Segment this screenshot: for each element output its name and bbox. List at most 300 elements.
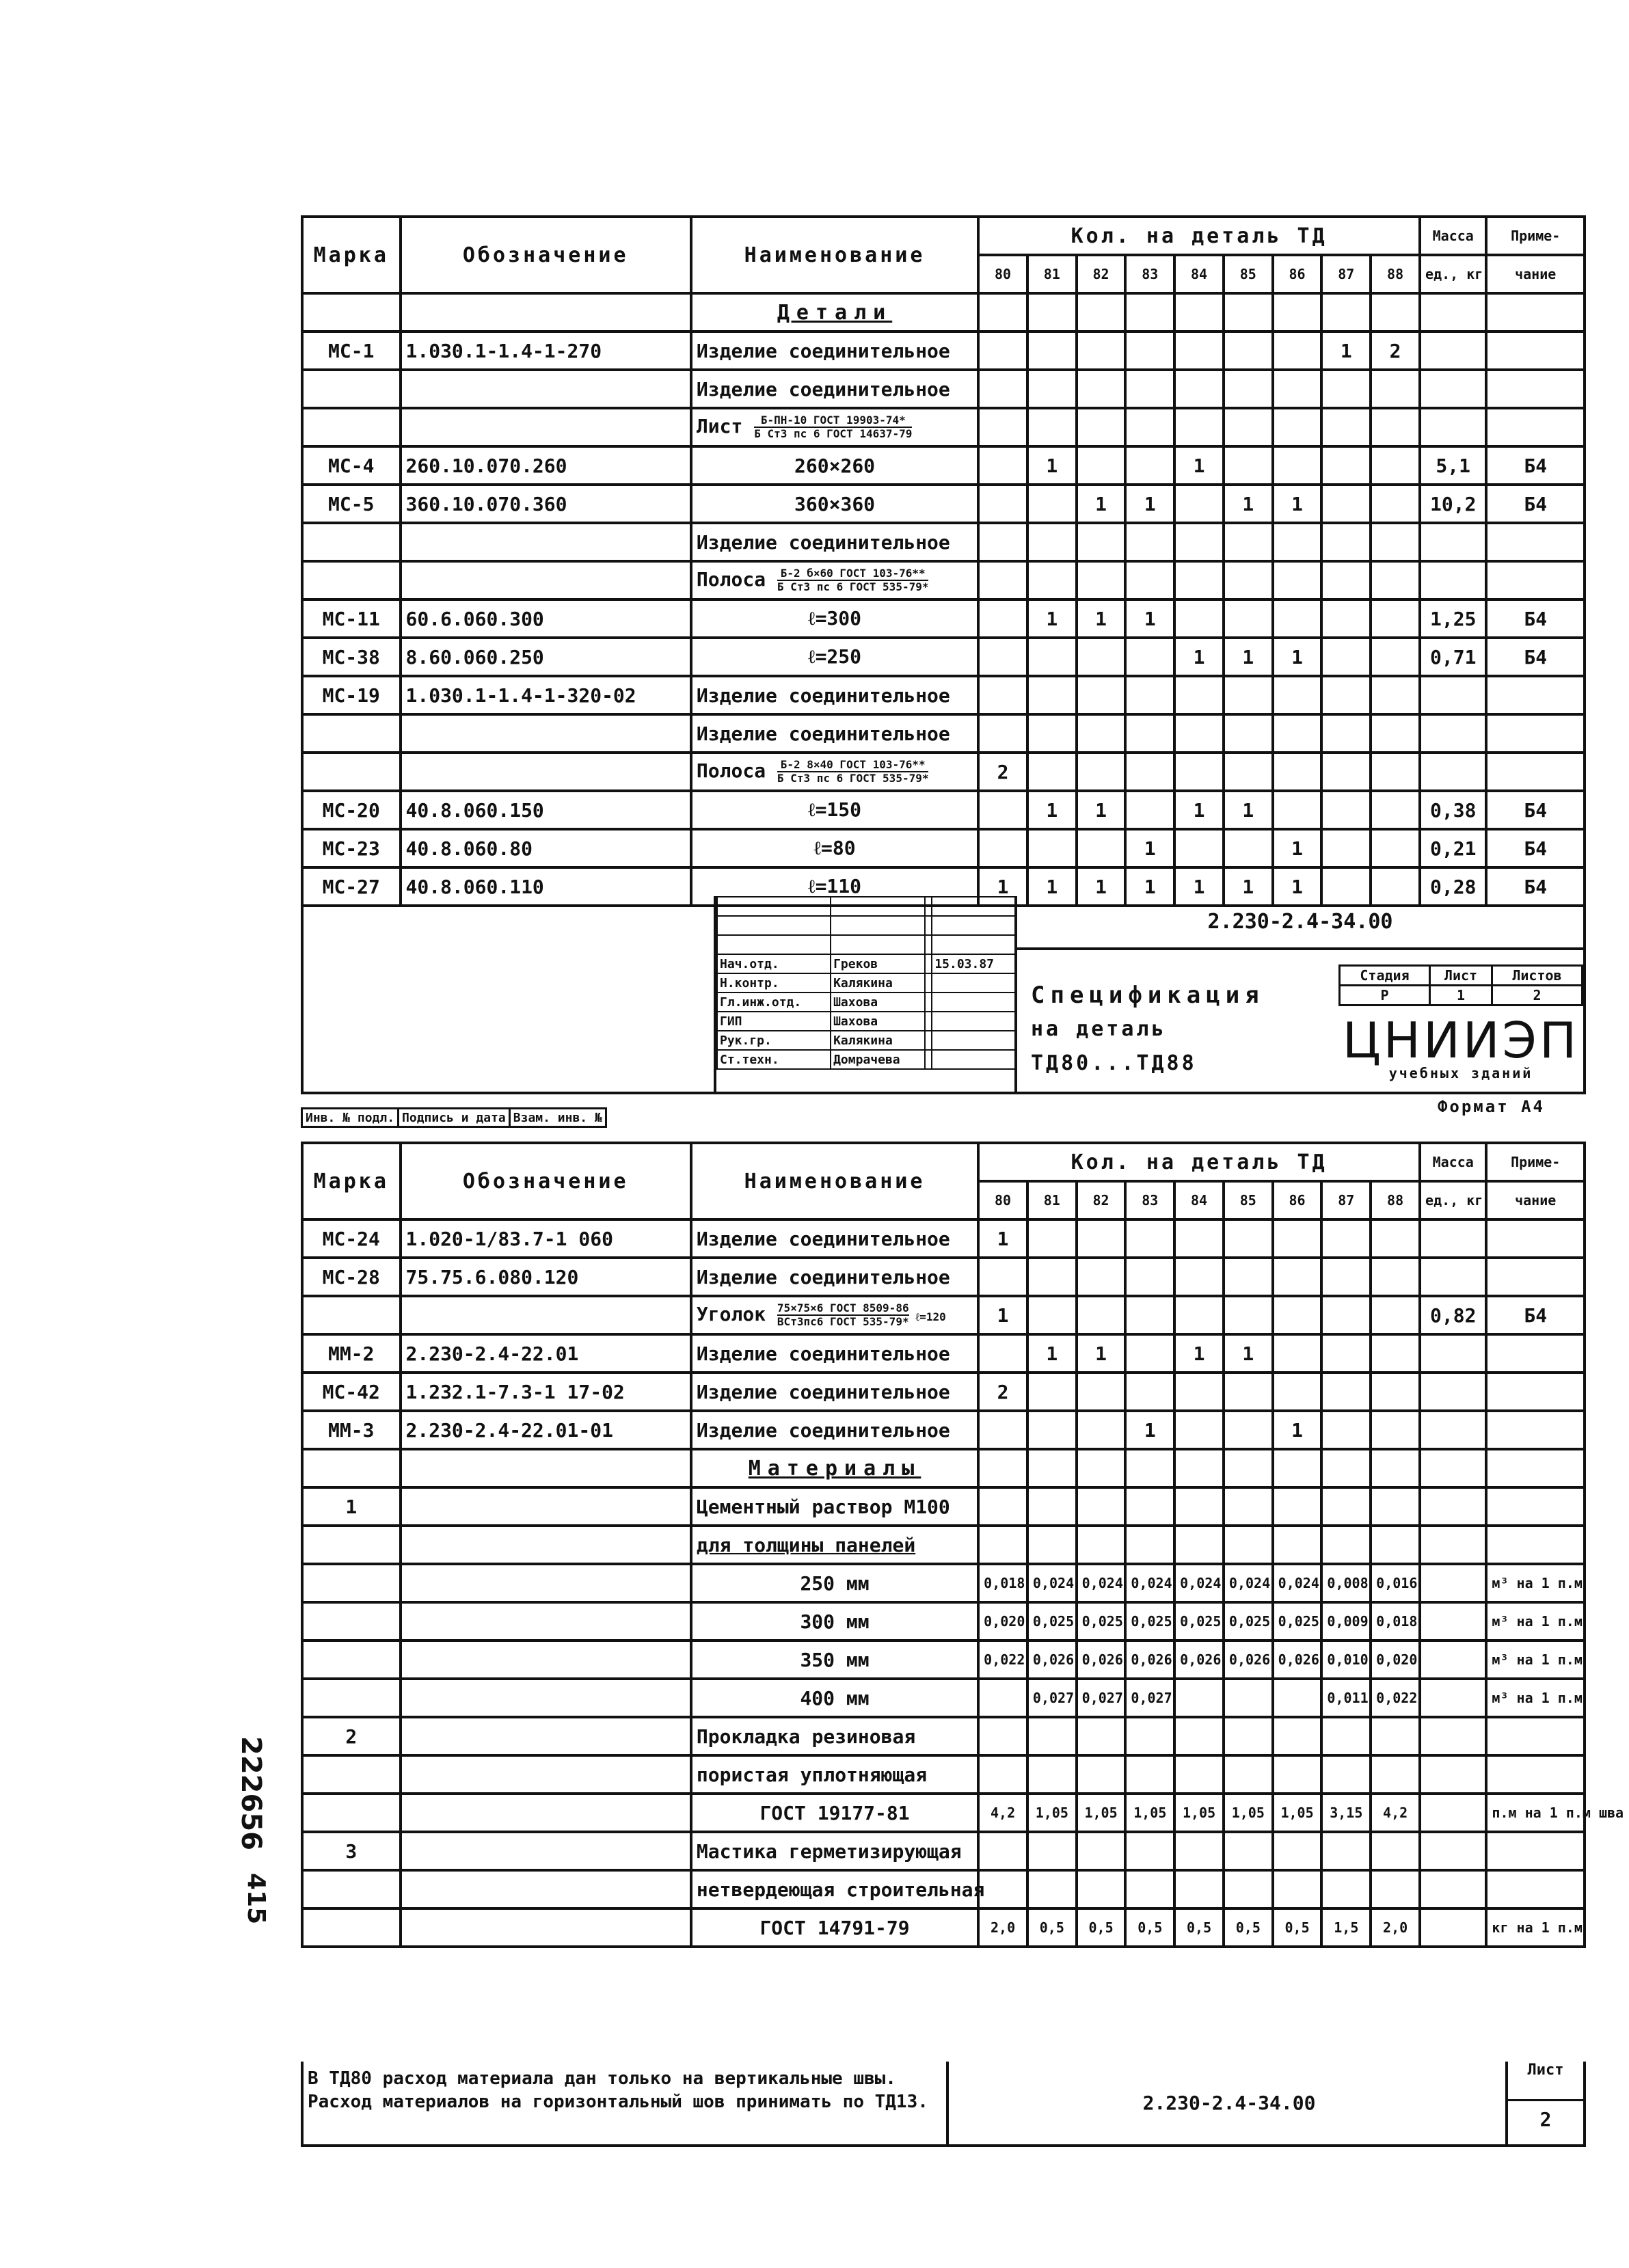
cell-name xyxy=(691,561,978,599)
cell-qty-td81: 0,024 xyxy=(1027,1564,1077,1602)
cell-qty-td82 xyxy=(1077,676,1126,714)
signature-empty-cell xyxy=(831,897,925,916)
cell-qty-td80: 2,0 xyxy=(978,1908,1027,1947)
table-row xyxy=(302,1908,1585,1947)
cell-qty-td83: 0,024 xyxy=(1125,1564,1174,1602)
cell-designation xyxy=(401,1641,691,1679)
cell-note xyxy=(1486,370,1585,408)
cell-qty-td83 xyxy=(1125,1717,1174,1755)
signature-empty-cell xyxy=(831,935,925,954)
cell-name: 260×260 xyxy=(691,446,978,485)
cell-qty-td84: 1 xyxy=(1174,867,1224,906)
cell-qty-td85: 0,5 xyxy=(1224,1908,1273,1947)
cell-name: ГОСТ 14791-79 xyxy=(691,1908,978,1947)
cell-qty-td82 xyxy=(1077,561,1126,599)
cell-mark: 1 xyxy=(302,1487,401,1526)
cell-designation xyxy=(401,1487,691,1526)
cell-qty-td88 xyxy=(1371,676,1420,714)
sheets-value: 2 xyxy=(1492,986,1582,1005)
cell-qty-td88 xyxy=(1371,408,1420,446)
cell-mass xyxy=(1420,1755,1486,1794)
table-row xyxy=(302,1870,1585,1908)
cell-designation xyxy=(401,1679,691,1717)
cell-note: Б4 xyxy=(1486,446,1585,485)
cell-qty-td80 xyxy=(978,523,1027,561)
cell-qty-td86: 1 xyxy=(1273,638,1322,676)
cell-qty-td82: 1 xyxy=(1077,1334,1126,1373)
cell-qty-td87 xyxy=(1321,1717,1371,1755)
cell-qty-td85 xyxy=(1224,1679,1273,1717)
cell-qty-td83: 1 xyxy=(1125,485,1174,523)
table-row xyxy=(302,1564,1585,1602)
cell-qty-td87 xyxy=(1321,485,1371,523)
section-row xyxy=(302,1449,1585,1487)
cell-designation xyxy=(401,1449,691,1487)
cell-mass xyxy=(1420,1679,1486,1717)
cell-qty-td80 xyxy=(978,638,1027,676)
cell-qty-td85 xyxy=(1224,1258,1273,1296)
cell-qty-td80 xyxy=(978,1411,1027,1449)
cell-qty-td83 xyxy=(1125,523,1174,561)
cell-qty-td82: 1,05 xyxy=(1077,1794,1126,1832)
col-header-td82: 82 xyxy=(1077,255,1126,293)
cell-mass xyxy=(1420,1411,1486,1449)
cell-designation xyxy=(401,561,691,599)
table-row xyxy=(302,1296,1585,1334)
cell-name: для толщины панелей xyxy=(691,1526,978,1564)
table-row xyxy=(302,791,1585,829)
table-row xyxy=(302,1794,1585,1832)
cell-qty-td86: 0,5 xyxy=(1273,1908,1322,1947)
cell-qty-td81 xyxy=(1027,1755,1077,1794)
cell-qty-td84 xyxy=(1174,1487,1224,1526)
cell-qty-td84 xyxy=(1174,1870,1224,1908)
cell-note xyxy=(1486,523,1585,561)
cell-qty-td80: 1 xyxy=(978,1219,1027,1258)
cell-qty-td84 xyxy=(1174,332,1224,370)
sheet-number-label: Лист xyxy=(1527,2062,1564,2079)
cell-qty-td85: 1 xyxy=(1224,867,1273,906)
cell-designation xyxy=(401,1526,691,1564)
cell-qty-td80 xyxy=(978,829,1027,867)
table-row xyxy=(302,1487,1585,1526)
cell-qty-td86: 0,024 xyxy=(1273,1564,1322,1602)
cell-qty-td85 xyxy=(1224,1373,1273,1411)
col-header-td82: 82 xyxy=(1077,1181,1126,1219)
cell-qty-td84 xyxy=(1174,1717,1224,1755)
cell-designation: 40.8.060.150 xyxy=(401,791,691,829)
cell-name: пористая уплотняющая xyxy=(691,1755,978,1794)
signature-name: Греков xyxy=(831,954,925,973)
cell-qty-td81 xyxy=(1027,714,1077,753)
cell-designation xyxy=(401,1832,691,1870)
cell-qty-td82: 0,5 xyxy=(1077,1908,1126,1947)
cell-qty-td88: 2 xyxy=(1371,332,1420,370)
cell-empty xyxy=(1077,1449,1126,1487)
cell-note: кг на 1 п.м xyxy=(1486,1908,1585,1947)
cell-qty-td81: 0,5 xyxy=(1027,1908,1077,1947)
cell-qty-td81: 0,026 xyxy=(1027,1641,1077,1679)
table-row xyxy=(302,446,1585,485)
table-row xyxy=(302,1641,1585,1679)
cell-qty-td82 xyxy=(1077,829,1126,867)
doc-title-line1: Спецификация xyxy=(1031,982,1265,1009)
cell-designation: 2.230-2.4-22.01-01 xyxy=(401,1411,691,1449)
cell-qty-td85 xyxy=(1224,1526,1273,1564)
cell-name: Изделие соединительное xyxy=(691,1373,978,1411)
cell-qty-td83 xyxy=(1125,370,1174,408)
sheet-number-box xyxy=(1505,2062,1583,2144)
cell-qty-td87 xyxy=(1321,1487,1371,1526)
signature-block xyxy=(714,896,1017,1092)
col-header-td84: 84 xyxy=(1174,1181,1224,1219)
cell-qty-td83 xyxy=(1125,638,1174,676)
cell-designation xyxy=(401,1870,691,1908)
cell-qty-td86 xyxy=(1273,1717,1322,1755)
cell-qty-td80: 2 xyxy=(978,1373,1027,1411)
cell-qty-td81 xyxy=(1027,753,1077,791)
signature-role: Ст.техн. xyxy=(717,1050,831,1069)
cell-note xyxy=(1486,753,1585,791)
cell-qty-td82: 0,024 xyxy=(1077,1564,1126,1602)
cell-mark: ММ-3 xyxy=(302,1411,401,1449)
cell-qty-td81 xyxy=(1027,1870,1077,1908)
fraction-bottom: Б Ст3 пс 6 ГОСТ 14637-79 xyxy=(754,427,913,440)
cell-qty-td84: 0,024 xyxy=(1174,1564,1224,1602)
cell-qty-td82 xyxy=(1077,638,1126,676)
cell-qty-td81 xyxy=(1027,1411,1077,1449)
cell-qty-td84 xyxy=(1174,408,1224,446)
cell-qty-td81: 0,025 xyxy=(1027,1602,1077,1641)
signature-date-label: Подпись и дата xyxy=(399,1109,510,1127)
cell-qty-td86: 1 xyxy=(1273,867,1322,906)
cell-empty xyxy=(1027,293,1077,332)
cell-mark: МС-1 xyxy=(302,332,401,370)
cell-mass xyxy=(1420,1870,1486,1908)
col-header-td88: 88 xyxy=(1371,255,1420,293)
spec-header-1 xyxy=(302,217,1585,293)
cell-empty xyxy=(1420,293,1486,332)
table-row xyxy=(302,1258,1585,1296)
cell-qty-td82 xyxy=(1077,408,1126,446)
cell-qty-td86 xyxy=(1273,753,1322,791)
table-row xyxy=(302,1334,1585,1373)
signature-row xyxy=(717,1031,1017,1050)
cell-qty-td85 xyxy=(1224,332,1273,370)
cell-qty-td87 xyxy=(1321,408,1371,446)
cell-mass: 0,71 xyxy=(1420,638,1486,676)
table-row xyxy=(302,1411,1585,1449)
col-header-td85: 85 xyxy=(1224,1181,1273,1219)
name-text: Уголок xyxy=(696,1303,777,1325)
col-header-td80: 80 xyxy=(978,1181,1027,1219)
cell-qty-td86 xyxy=(1273,599,1322,638)
section-title: Детали xyxy=(691,293,978,332)
cell-mass xyxy=(1420,1564,1486,1602)
cell-note: Б4 xyxy=(1486,485,1585,523)
cell-mass xyxy=(1420,370,1486,408)
cell-designation: 1.030.1-1.4-1-270 xyxy=(401,332,691,370)
cell-qty-td88 xyxy=(1371,1832,1420,1870)
cell-name: 350 мм xyxy=(691,1641,978,1679)
cell-qty-td88: 0,016 xyxy=(1371,1564,1420,1602)
fraction xyxy=(754,414,912,440)
col-header-mark: Марка xyxy=(302,217,401,293)
cell-qty-td87: 0,010 xyxy=(1321,1641,1371,1679)
signature-row xyxy=(717,1050,1017,1069)
cell-designation: 2.230-2.4-22.01 xyxy=(401,1334,691,1373)
cell-mass xyxy=(1420,1832,1486,1870)
cell-qty-td83 xyxy=(1125,1526,1174,1564)
cell-qty-td84 xyxy=(1174,599,1224,638)
cell-qty-td83: 0,026 xyxy=(1125,1641,1174,1679)
cell-qty-td85 xyxy=(1224,561,1273,599)
cell-name: Изделие соединительное xyxy=(691,523,978,561)
cell-name xyxy=(691,1296,978,1334)
col-header-name: Наименование xyxy=(691,217,978,293)
cell-mass: 5,1 xyxy=(1420,446,1486,485)
cell-designation xyxy=(401,1564,691,1602)
document-code: 2.230-2.4-34.00 xyxy=(1017,896,1583,950)
signature-sign xyxy=(925,954,932,973)
name-text: Лист xyxy=(696,415,755,437)
cell-designation: 1.030.1-1.4-1-320-02 xyxy=(401,676,691,714)
cell-mark xyxy=(302,1296,401,1334)
cell-note: м³ на 1 п.м xyxy=(1486,1641,1585,1679)
cell-qty-td83 xyxy=(1125,676,1174,714)
footnote-line2: Расход материалов на горизонтальный шов принимать по ТД13. xyxy=(308,2092,928,2112)
cell-qty-td86 xyxy=(1273,332,1322,370)
cell-designation xyxy=(401,370,691,408)
cell-name: 250 мм xyxy=(691,1564,978,1602)
cell-mark: МС-4 xyxy=(302,446,401,485)
cell-note: п.м на 1 п.м шва xyxy=(1486,1794,1585,1832)
cell-empty xyxy=(978,293,1027,332)
cell-name: ℓ=80 xyxy=(691,829,978,867)
cell-qty-td82 xyxy=(1077,332,1126,370)
cell-qty-td80 xyxy=(978,1526,1027,1564)
table-row xyxy=(302,1526,1585,1564)
cell-qty-td84 xyxy=(1174,1755,1224,1794)
cell-name: Прокладка резиновая xyxy=(691,1717,978,1755)
cell-designation: 60.6.060.300 xyxy=(401,599,691,638)
cell-qty-td86 xyxy=(1273,1755,1322,1794)
cell-qty-td88: 0,018 xyxy=(1371,1602,1420,1641)
org-logo-text: ЦНИИЭП xyxy=(1342,1012,1580,1069)
cell-qty-td80: 0,020 xyxy=(978,1602,1027,1641)
cell-qty-td81: 0,027 xyxy=(1027,1679,1077,1717)
footnote xyxy=(308,2067,937,2114)
cell-name: ℓ=250 xyxy=(691,638,978,676)
title-block xyxy=(301,896,1586,1094)
cell-qty-td80 xyxy=(978,599,1027,638)
cell-qty-td86: 0,026 xyxy=(1273,1641,1322,1679)
cell-qty-td86 xyxy=(1273,1832,1322,1870)
cell-name: Изделие соединительное xyxy=(691,676,978,714)
cell-qty-td83 xyxy=(1125,753,1174,791)
cell-qty-td80 xyxy=(978,791,1027,829)
cell-qty-td83: 1 xyxy=(1125,599,1174,638)
cell-qty-td81: 1,05 xyxy=(1027,1794,1077,1832)
cell-qty-td85: 1 xyxy=(1224,791,1273,829)
cell-mark: МС-24 xyxy=(302,1219,401,1258)
cell-qty-td84 xyxy=(1174,1679,1224,1717)
fraction-top: Б-2 8×40 ГОСТ 103-76** xyxy=(777,759,929,772)
cell-mark xyxy=(302,1794,401,1832)
cell-qty-td80 xyxy=(978,1717,1027,1755)
cell-qty-td87 xyxy=(1321,676,1371,714)
cell-qty-td86 xyxy=(1273,1679,1322,1717)
cell-designation: 260.10.070.260 xyxy=(401,446,691,485)
cell-qty-td85 xyxy=(1224,1832,1273,1870)
cell-mark xyxy=(302,1870,401,1908)
signature-date: 15.03.87 xyxy=(932,954,1017,973)
cell-qty-td88 xyxy=(1371,599,1420,638)
document-title xyxy=(1031,978,1332,1081)
signature-name: Шахова xyxy=(831,1012,925,1031)
cell-qty-td85 xyxy=(1224,1219,1273,1258)
cell-mass xyxy=(1420,1526,1486,1564)
cell-qty-td83 xyxy=(1125,1373,1174,1411)
cell-qty-td81 xyxy=(1027,332,1077,370)
cell-qty-td83 xyxy=(1125,1334,1174,1373)
cell-qty-td82: 1 xyxy=(1077,791,1126,829)
cell-mass xyxy=(1420,1258,1486,1296)
cell-qty-td88 xyxy=(1371,561,1420,599)
cell-mark: МС-11 xyxy=(302,599,401,638)
cell-mark xyxy=(302,523,401,561)
cell-qty-td80 xyxy=(978,676,1027,714)
sheet-label: Лист xyxy=(1430,966,1492,986)
title-block-right xyxy=(1014,896,1583,1092)
cell-qty-td88 xyxy=(1371,753,1420,791)
signature-sign xyxy=(925,1050,932,1069)
cell-qty-td86 xyxy=(1273,1870,1322,1908)
col-header-note2: чание xyxy=(1486,255,1585,293)
cell-qty-td82: 0,027 xyxy=(1077,1679,1126,1717)
table-row xyxy=(302,332,1585,370)
cell-qty-td87: 1,5 xyxy=(1321,1908,1371,1947)
signature-empty-cell xyxy=(717,935,831,954)
signature-name: Домрачева xyxy=(831,1050,925,1069)
cell-qty-td82 xyxy=(1077,446,1126,485)
col-header-td83: 83 xyxy=(1125,1181,1174,1219)
cell-qty-td84: 1 xyxy=(1174,1334,1224,1373)
cell-empty xyxy=(1077,293,1126,332)
cell-empty xyxy=(1486,293,1585,332)
cell-qty-td84 xyxy=(1174,1219,1224,1258)
cell-mark: 3 xyxy=(302,1832,401,1870)
cell-qty-td88 xyxy=(1371,1258,1420,1296)
cell-mass xyxy=(1420,1219,1486,1258)
cell-qty-td81: 1 xyxy=(1027,867,1077,906)
cell-qty-td83 xyxy=(1125,1219,1174,1258)
cell-mass xyxy=(1420,753,1486,791)
cell-note: Б4 xyxy=(1486,599,1585,638)
cell-qty-td85: 0,024 xyxy=(1224,1564,1273,1602)
table-row xyxy=(302,1602,1585,1641)
cell-qty-td86 xyxy=(1273,1487,1322,1526)
cell-mass: 1,25 xyxy=(1420,599,1486,638)
cell-empty xyxy=(1273,1449,1322,1487)
cell-note xyxy=(1486,408,1585,446)
cell-note xyxy=(1486,1870,1585,1908)
cell-mass xyxy=(1420,408,1486,446)
table-row xyxy=(302,523,1585,561)
signature-sign xyxy=(925,1012,932,1031)
spec-body-2 xyxy=(302,1219,1624,1947)
cell-name xyxy=(691,408,978,446)
cell-qty-td82 xyxy=(1077,1487,1126,1526)
cell-designation xyxy=(401,714,691,753)
col-header-mark: Марка xyxy=(302,1143,401,1219)
col-header-td80: 80 xyxy=(978,255,1027,293)
cell-qty-td88 xyxy=(1371,1870,1420,1908)
cell-qty-td82 xyxy=(1077,523,1126,561)
cell-qty-td81 xyxy=(1027,638,1077,676)
cell-qty-td82 xyxy=(1077,1870,1126,1908)
cell-qty-td81 xyxy=(1027,1526,1077,1564)
col-header-qty: Кол. на деталь ТД xyxy=(978,217,1420,255)
cell-qty-td82: 1 xyxy=(1077,485,1126,523)
cell-qty-td87: 0,008 xyxy=(1321,1564,1371,1602)
cell-qty-td85: 1,05 xyxy=(1224,1794,1273,1832)
spec-table-1 xyxy=(301,215,1586,907)
cell-qty-td84 xyxy=(1174,829,1224,867)
cell-qty-td82: 0,026 xyxy=(1077,1641,1126,1679)
cell-qty-td88 xyxy=(1371,1219,1420,1258)
cell-empty xyxy=(1371,1449,1420,1487)
cell-qty-td88 xyxy=(1371,829,1420,867)
cell-qty-td84 xyxy=(1174,370,1224,408)
cell-note xyxy=(1486,1526,1585,1564)
margin-number: 415 xyxy=(242,1873,270,1925)
cell-mark: МС-19 xyxy=(302,676,401,714)
col-header-td84: 84 xyxy=(1174,255,1224,293)
cell-note xyxy=(1486,714,1585,753)
col-header-td87: 87 xyxy=(1321,1181,1371,1219)
cell-note: Б4 xyxy=(1486,638,1585,676)
cell-qty-td80 xyxy=(978,1755,1027,1794)
cell-qty-td84 xyxy=(1174,1526,1224,1564)
cell-qty-td87 xyxy=(1321,1334,1371,1373)
cell-qty-td84 xyxy=(1174,1373,1224,1411)
cell-qty-td86 xyxy=(1273,561,1322,599)
cell-designation: 360.10.070.360 xyxy=(401,485,691,523)
fraction-bottom: ВСт3пс6 ГОСТ 535-79* xyxy=(777,1315,909,1328)
col-header-note: Приме- xyxy=(1486,1143,1585,1181)
cell-qty-td84 xyxy=(1174,1296,1224,1334)
cell-name: Изделие соединительное xyxy=(691,714,978,753)
table-row xyxy=(302,753,1585,791)
cell-name: Изделие соединительное xyxy=(691,1258,978,1296)
signature-empty-cell xyxy=(932,897,1017,916)
cell-qty-td82: 1 xyxy=(1077,599,1126,638)
sheet2-footer xyxy=(301,2062,1586,2147)
cell-qty-td85 xyxy=(1224,1296,1273,1334)
cell-qty-td83: 0,025 xyxy=(1125,1602,1174,1641)
cell-qty-td80 xyxy=(978,1487,1027,1526)
cell-mark: МС-5 xyxy=(302,485,401,523)
cell-qty-td85 xyxy=(1224,829,1273,867)
cell-qty-td83: 0,027 xyxy=(1125,1679,1174,1717)
cell-qty-td83 xyxy=(1125,1755,1174,1794)
cell-empty xyxy=(1486,1449,1585,1487)
cell-mark xyxy=(302,1755,401,1794)
cell-name: Изделие соединительное xyxy=(691,1411,978,1449)
cell-mass xyxy=(1420,523,1486,561)
cell-qty-td83 xyxy=(1125,1870,1174,1908)
